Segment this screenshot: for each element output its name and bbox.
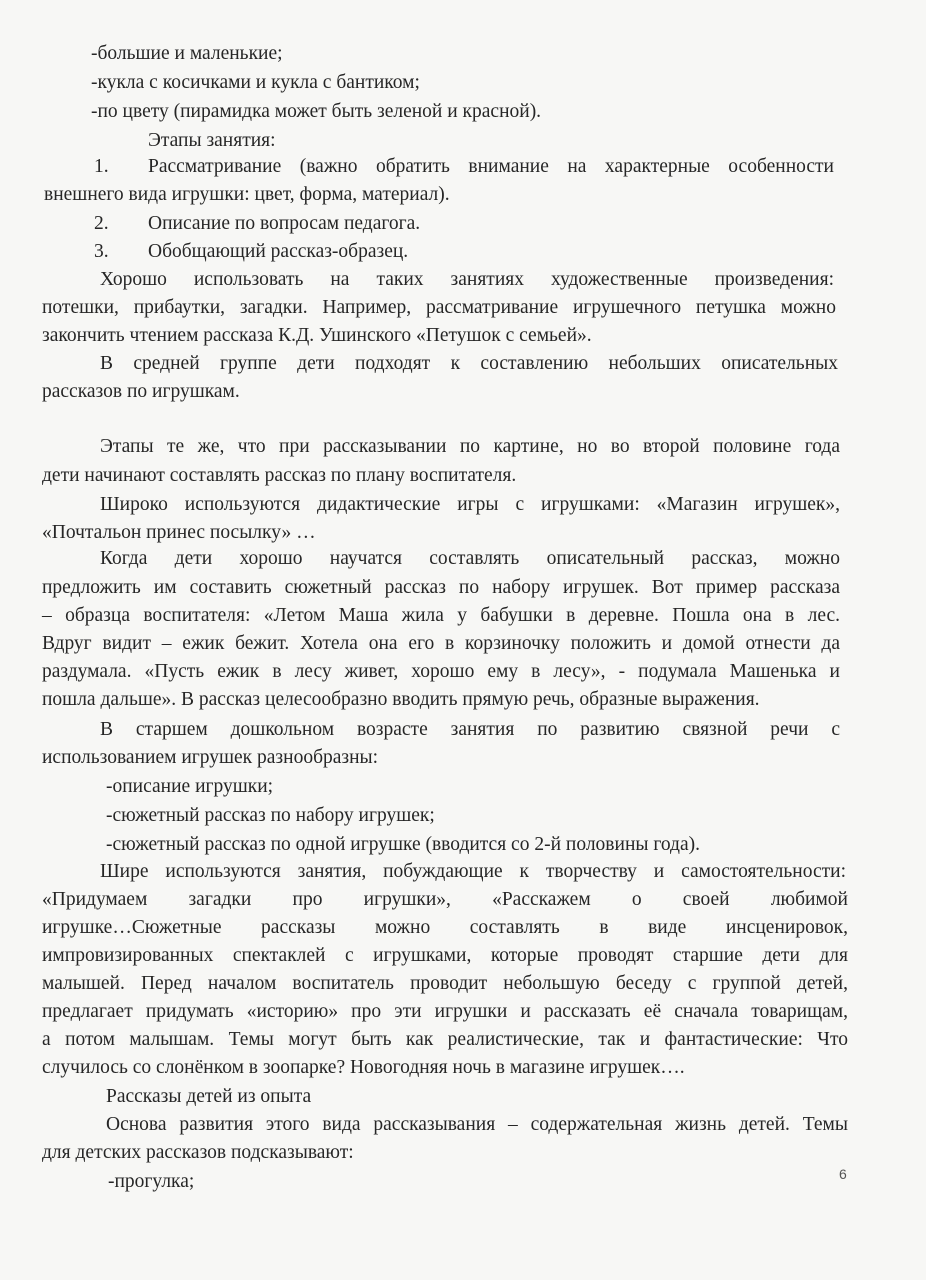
text-line: малышей. Перед началом воспитатель проводит небольшую беседу с группой детей, <box>42 973 848 994</box>
text-line: Этапы те же, что при рассказывании по картине, но во второй половине года <box>100 436 840 457</box>
text-line: Основа развития этого вида рассказывания – содержательная жизнь детей. Темы <box>106 1114 848 1135</box>
text-line: -сюжетный рассказ по набору игрушек; <box>106 805 435 826</box>
text-line: Рассматривание (важно обратить внимание на характерные особенности <box>148 156 834 177</box>
text-line: а потом малышам. Темы могут быть как реалистические, так и фантастические: Что <box>42 1029 848 1050</box>
list-number: 3. <box>94 241 109 262</box>
text-line: -кукла с косичками и кукла с бантиком; <box>91 72 420 93</box>
text-line: -большие и маленькие; <box>91 43 283 64</box>
text-line: Шире используются занятия, побуждающие к творчеству и самостоятельности: <box>100 861 846 882</box>
text-line: использованием игрушек разнообразны: <box>42 747 379 768</box>
text-line: Широко используются дидактические игры с игрушками: «Магазин игрушек», <box>100 494 840 515</box>
text-line: рассказов по игрушкам. <box>42 381 240 402</box>
text-line: импровизированных спектаклей с игрушками, которые проводят старшие дети для <box>42 945 848 966</box>
text-line: игрушке…Сюжетные рассказы можно составлять в виде инсценировок, <box>42 917 848 938</box>
text-line: Вдруг видит – ежик бежит. Хотела она его в корзиночку положить и домой отнести да <box>42 633 840 654</box>
text-line: дети начинают составлять рассказ по плану воспитателя. <box>42 465 517 486</box>
list-number: 1. <box>94 156 109 177</box>
list-number: 2. <box>94 213 109 234</box>
text-line: -сюжетный рассказ по одной игрушке (вводится со 2-й половины года). <box>106 834 700 855</box>
text-line: для детских рассказов подсказывают: <box>42 1142 354 1163</box>
text-line: Описание по вопросам педагога. <box>148 213 421 234</box>
section-heading: Рассказы детей из опыта <box>106 1086 312 1107</box>
text-line: «Придумаем загадки про игрушки», «Расскажем о своей любимой <box>42 889 848 910</box>
text-line: В средней группе дети подходят к составлению небольших описательных <box>100 353 838 374</box>
page-number: 6 <box>839 1166 847 1182</box>
text-line: предлагает придумать «историю» про эти игрушки и рассказать её сначала товарищам, <box>42 1001 848 1022</box>
text-line: – образца воспитателя: «Летом Маша жила у бабушки в деревне. Пошла она в лес. <box>42 605 840 626</box>
text-line: -прогулка; <box>108 1171 195 1192</box>
text-line: потешки, прибаутки, загадки. Например, рассматривание игрушечного петушка можно <box>42 297 836 318</box>
text-line: Обобщающий рассказ-образец. <box>148 241 409 262</box>
text-line: закончить чтением рассказа К.Д. Ушинского «Петушок с семьей». <box>42 325 592 346</box>
text-line: предложить им составить сюжетный рассказ по набору игрушек. Вот пример рассказа <box>42 577 840 598</box>
text-line: -описание игрушки; <box>106 776 274 797</box>
text-line: В старшем дошкольном возрасте занятия по развитию связной речи с <box>100 719 840 740</box>
text-line: «Почтальон принес посылку» … <box>42 522 316 543</box>
text-line: -по цвету (пирамидка может быть зеленой и красной). <box>91 101 542 122</box>
text-line: раздумала. «Пусть ежик в лесу живет, хорошо ему в лесу», - подумала Машенька и <box>42 661 840 682</box>
text-line: пошла дальше». В рассказ целесообразно вводить прямую речь, образные выражения. <box>42 689 760 710</box>
text-line: Этапы занятия: <box>148 130 276 151</box>
text-line: внешнего вида игрушки: цвет, форма, материал). <box>44 184 450 205</box>
text-line: Когда дети хорошо научатся составлять описательный рассказ, можно <box>100 548 840 569</box>
text-line: случилось со слонёнком в зоопарке? Новогодняя ночь в магазине игрушек…. <box>42 1057 685 1078</box>
text-line: Хорошо использовать на таких занятиях художественные произведения: <box>100 269 834 290</box>
